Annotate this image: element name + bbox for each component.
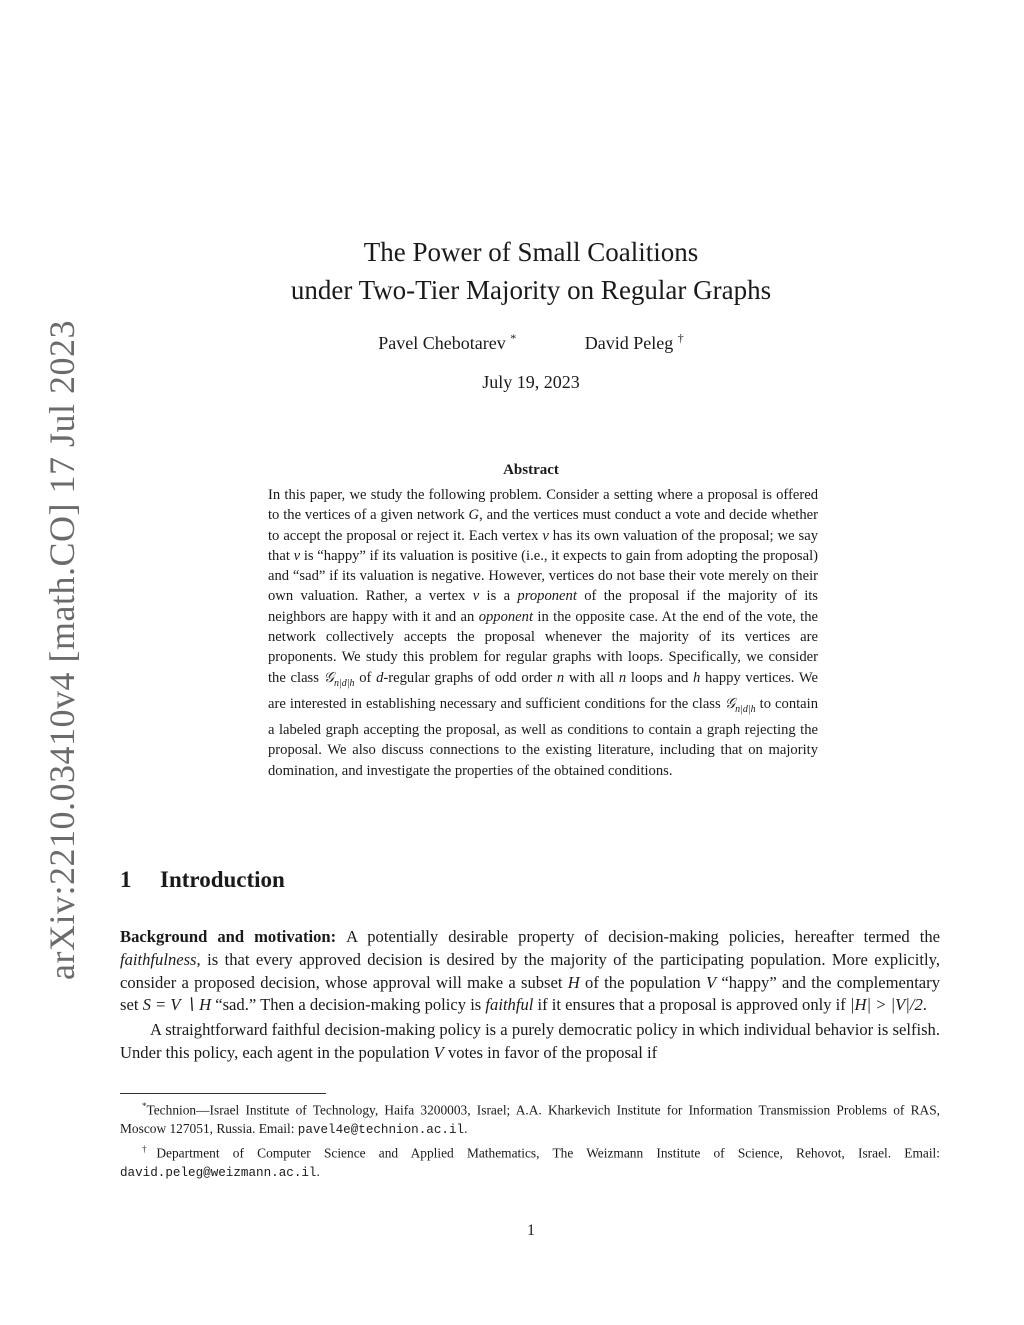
abstract-heading: Abstract <box>503 462 559 478</box>
paragraph: A straightforward faithful decision-making policy is a purely democratic policy in which individual behavior is selfish. Under this policy, each agent in the population V votes in favor of the proposal if <box>120 1020 940 1062</box>
footnote-rule <box>120 1093 326 1094</box>
publication-date: July 19, 2023 <box>482 372 580 392</box>
section-heading-introduction <box>120 867 285 893</box>
arxiv-identifier-stamp: arXiv:2210.03410v4 [math.CO] 17 Jul 2023 <box>42 320 82 980</box>
section-number: 1 <box>120 867 132 892</box>
section-title: Introduction <box>160 867 285 892</box>
footnote-2: †Department of Computer Science and Applied Mathematics, The Weizmann Institute of Science, Rehovot, Israel. Email: david.peleg@weizmann.ac.il. <box>120 1143 940 1180</box>
footnote-1: *Technion—Israel Institute of Technology, Haifa 3200003, Israel; A.A. Kharkevich Institute for Information Transmission Problems of RAS, Moscow 127051, Russia. Email: pavel4e@technion.ac.il. <box>120 1101 940 1138</box>
email-link[interactable]: david.peleg@weizmann.ac.il <box>120 1165 317 1180</box>
footnotes <box>120 1097 940 1182</box>
email-link[interactable]: pavel4e@technion.ac.il <box>297 1123 465 1138</box>
page-number: 1 <box>527 1222 535 1239</box>
author-list <box>0 331 1024 354</box>
title-line-2: under Two-Tier Majority on Regular Graphs <box>290 275 772 305</box>
introduction-body <box>120 926 940 1065</box>
paper-title <box>0 233 1024 309</box>
author: David Peleg † <box>584 331 684 353</box>
paragraph: Background and motivation: A potentially desirable property of decision-making policies, hereafter termed the faithfulness, is that every approved decision is desired by the majority of the participating population. More explicitly, consider a proposed decision, whose approval will make a subset H of the population V “happy” and the complementary set S = V ∖ H “sad.” Then a decision-making policy is faithful if it ensures that a proposal is approved only if |H| > |V|/2. <box>120 927 940 1015</box>
run-in-heading: Background and motivation: <box>120 927 337 946</box>
title-line-1: The Power of Small Coalitions <box>363 237 699 267</box>
author: Pavel Chebotarev * <box>378 331 517 353</box>
abstract-text: In this paper, we study the following problem. Consider a setting where a proposal is offered to the vertices of a given network G, and the vertices must conduct a vote and decide whether to accept the proposal or reject it. Each vertex v has its own valuation of the proposal; we say that v is “happy” if its valuation is positive (i.e., it expects to gain from adopting the proposal) and “sad” if its valuation is negative. However, vertices do not base their vote merely on their own valuation. Rather, a vertex v is a proponent of the proposal if the majority of its neighbors are happy with it and an opponent in the opposite case. At the end of the vote, the network collectively accepts the proposal whenever the majority of its vertices are proponents. We study this problem for regular graphs with loops. Specifically, we consider the class 𝒢$_{n|d|h}$ of d-regular graphs of odd order n with all n loops and h happy vertices. We are interested in establishing necessary and sufficient conditions for the class 𝒢$_{n|d|h}$ to contain a labeled graph accepting the proposal, as well as conditions to contain a graph rejecting the proposal. We also discuss connections to the existing literature, including that on majority domination, and investigate the properties of the obtained conditions. <box>268 487 818 779</box>
